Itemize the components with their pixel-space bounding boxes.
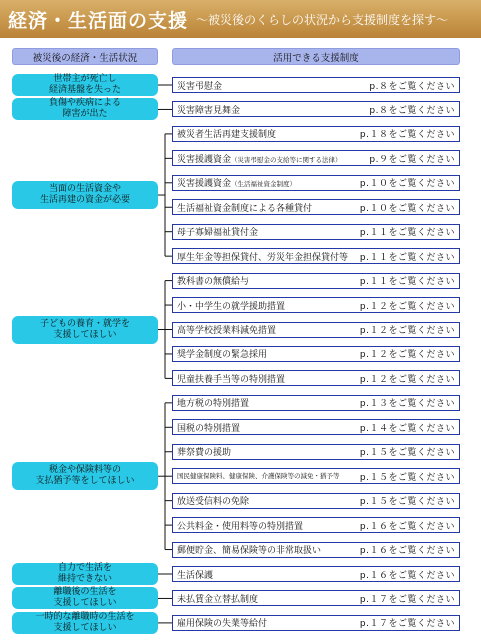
page-reference: p.９をご覧ください xyxy=(369,154,455,165)
support-name-text: 未払賃金立替払制度 xyxy=(177,594,259,605)
support-name-text: 災害弔慰金 xyxy=(177,81,223,92)
page-reference: p.１３をご覧ください xyxy=(359,399,455,410)
page-reference: p.１７をご覧ください xyxy=(359,619,455,630)
support-row xyxy=(172,297,460,313)
support-name-text: 雇用保険の失業等給付 xyxy=(177,619,268,630)
support-name-text: 生活福祉資金制度による各種貸付 xyxy=(177,203,313,214)
support-name-text: 災害障害見舞金 xyxy=(177,105,241,116)
category-box: 税金や保険料等の 支払猶予等をしてほしい xyxy=(12,462,158,490)
support-name-text: 母子寡婦福祉貸付金 xyxy=(177,228,259,239)
support-row xyxy=(172,101,460,117)
support-name xyxy=(177,323,360,336)
page-reference: p.１２をご覧ください xyxy=(359,374,455,385)
support-row xyxy=(172,346,460,362)
support-name-text: 国税の特別措置 xyxy=(177,423,241,434)
support-row xyxy=(172,322,460,338)
support-name-text: 郵便貯金、簡易保険等の非常取扱い xyxy=(177,546,322,557)
page-reference: p.８をご覧ください xyxy=(369,105,455,116)
support-row xyxy=(172,77,460,93)
page-reference: p.１２をご覧ください xyxy=(359,350,455,361)
page-reference: p.１５をご覧ください xyxy=(359,497,455,508)
support-row xyxy=(172,590,460,606)
support-row xyxy=(172,615,460,631)
page-reference: p.１１をご覧ください xyxy=(359,277,455,288)
support-name xyxy=(177,79,369,92)
category-box: 世帯主が死亡し 経済基盤を失った xyxy=(12,74,158,96)
category-box: 離職後の生活を 支援してほしい xyxy=(12,587,158,609)
support-name xyxy=(177,494,360,507)
page-reference: p.１０をご覧ください xyxy=(359,203,455,214)
support-name-text: 高等学校授業料減免措置 xyxy=(177,326,277,336)
support-name xyxy=(177,372,360,385)
support-name xyxy=(177,592,360,605)
support-row xyxy=(172,395,460,411)
page-reference: p.１２をご覧ください xyxy=(359,301,455,312)
support-name xyxy=(177,201,360,214)
page-reference: p.１７をご覧ください xyxy=(359,594,455,605)
page-reference: p.１６をご覧ください xyxy=(359,546,455,557)
support-name-text: 地方税の特別措置 xyxy=(177,399,250,410)
support-name xyxy=(177,347,360,360)
support-row xyxy=(172,150,460,166)
support-row xyxy=(172,224,460,240)
support-row xyxy=(172,273,460,289)
column-header-left: 被災後の経済・生活状況 xyxy=(12,48,158,65)
support-name xyxy=(177,421,360,434)
support-name xyxy=(177,250,360,263)
support-row xyxy=(172,468,460,484)
support-name xyxy=(177,616,360,629)
support-row xyxy=(172,126,460,142)
support-name xyxy=(177,127,360,140)
page-reference: p.１２をご覧ください xyxy=(359,326,455,336)
support-name xyxy=(177,274,360,287)
support-note: （生活福祉資金制度） xyxy=(231,180,297,189)
page-reference: p.１８をご覧ください xyxy=(359,130,455,141)
page-reference: p.１１をご覧ください xyxy=(359,228,455,239)
support-row xyxy=(172,248,460,264)
support-name xyxy=(177,299,360,312)
support-name-text: 災害援護資金 xyxy=(177,179,232,190)
support-name-text: 奨学金制度の緊急採用 xyxy=(177,350,268,361)
support-name-text: 被災者生活再建支援制度 xyxy=(177,130,277,141)
support-row xyxy=(172,517,460,533)
page-reference: p.１１をご覧ください xyxy=(359,252,455,263)
support-name-text: 児童扶養手当等の特別措置 xyxy=(177,374,286,385)
support-name-text: 生活保護 xyxy=(177,570,214,581)
support-name xyxy=(177,396,360,409)
support-name xyxy=(177,471,360,481)
support-name xyxy=(177,543,360,556)
page-title: 経済・生活面の支援 xyxy=(8,9,189,32)
page-reference: p.１４をご覧ください xyxy=(359,423,455,434)
column-header-right: 活用できる支援制度 xyxy=(172,48,460,65)
support-row xyxy=(172,444,460,460)
support-row xyxy=(172,175,460,191)
page-reference: p.１６をご覧ください xyxy=(359,521,455,532)
category-box: 子どもの養育・就学を 支援してほしい xyxy=(12,316,158,344)
support-name-text: 放送受信料の免除 xyxy=(177,497,250,508)
support-name xyxy=(177,225,360,238)
support-row xyxy=(172,370,460,386)
support-name-text: 教科書の無償給与 xyxy=(177,277,250,288)
support-row xyxy=(172,566,460,582)
support-row xyxy=(172,542,460,558)
support-name xyxy=(177,445,360,458)
support-note: （災害弔慰金の支給等に関する法律） xyxy=(231,155,342,164)
support-row xyxy=(172,199,460,215)
page-reference: p.１０をご覧ください xyxy=(359,179,455,190)
support-name xyxy=(177,103,369,116)
support-name-text: 葬祭費の援助 xyxy=(177,448,232,459)
category-box: 負傷や疾病による 障害が出た xyxy=(12,98,158,120)
category-box: 自力で生活を 維持できない xyxy=(12,563,158,585)
category-box: 一時的な離職時の生活を 支援してほしい xyxy=(12,612,158,634)
support-name xyxy=(177,519,360,532)
page-reference: p.１５をご覧ください xyxy=(359,448,455,459)
page-reference: p.１６をご覧ください xyxy=(359,570,455,581)
support-name-text: 小・中学生の就学援助措置 xyxy=(177,301,286,312)
support-name xyxy=(177,176,360,189)
support-note: 国民健康保険料、健康保険、介護保険等の減免・猶予等 xyxy=(177,472,340,481)
support-name-text: 災害援護資金 xyxy=(177,154,232,165)
category-box: 当面の生活資金や 生活再建の資金が必要 xyxy=(12,181,158,209)
support-row xyxy=(172,493,460,509)
support-row xyxy=(172,419,460,435)
page-subtitle: ～被災後のくらしの状況から支援制度を探す～ xyxy=(196,12,449,27)
support-name xyxy=(177,568,360,581)
page-reference: p.１５をご覧ください xyxy=(359,472,455,483)
support-name-text: 公共料金・使用料等の特別措置 xyxy=(177,521,304,532)
support-name-text: 厚生年金等担保貸付、労災年金担保貸付等 xyxy=(177,252,349,263)
support-name xyxy=(177,152,369,165)
page-reference: p.８をご覧ください xyxy=(369,81,455,92)
